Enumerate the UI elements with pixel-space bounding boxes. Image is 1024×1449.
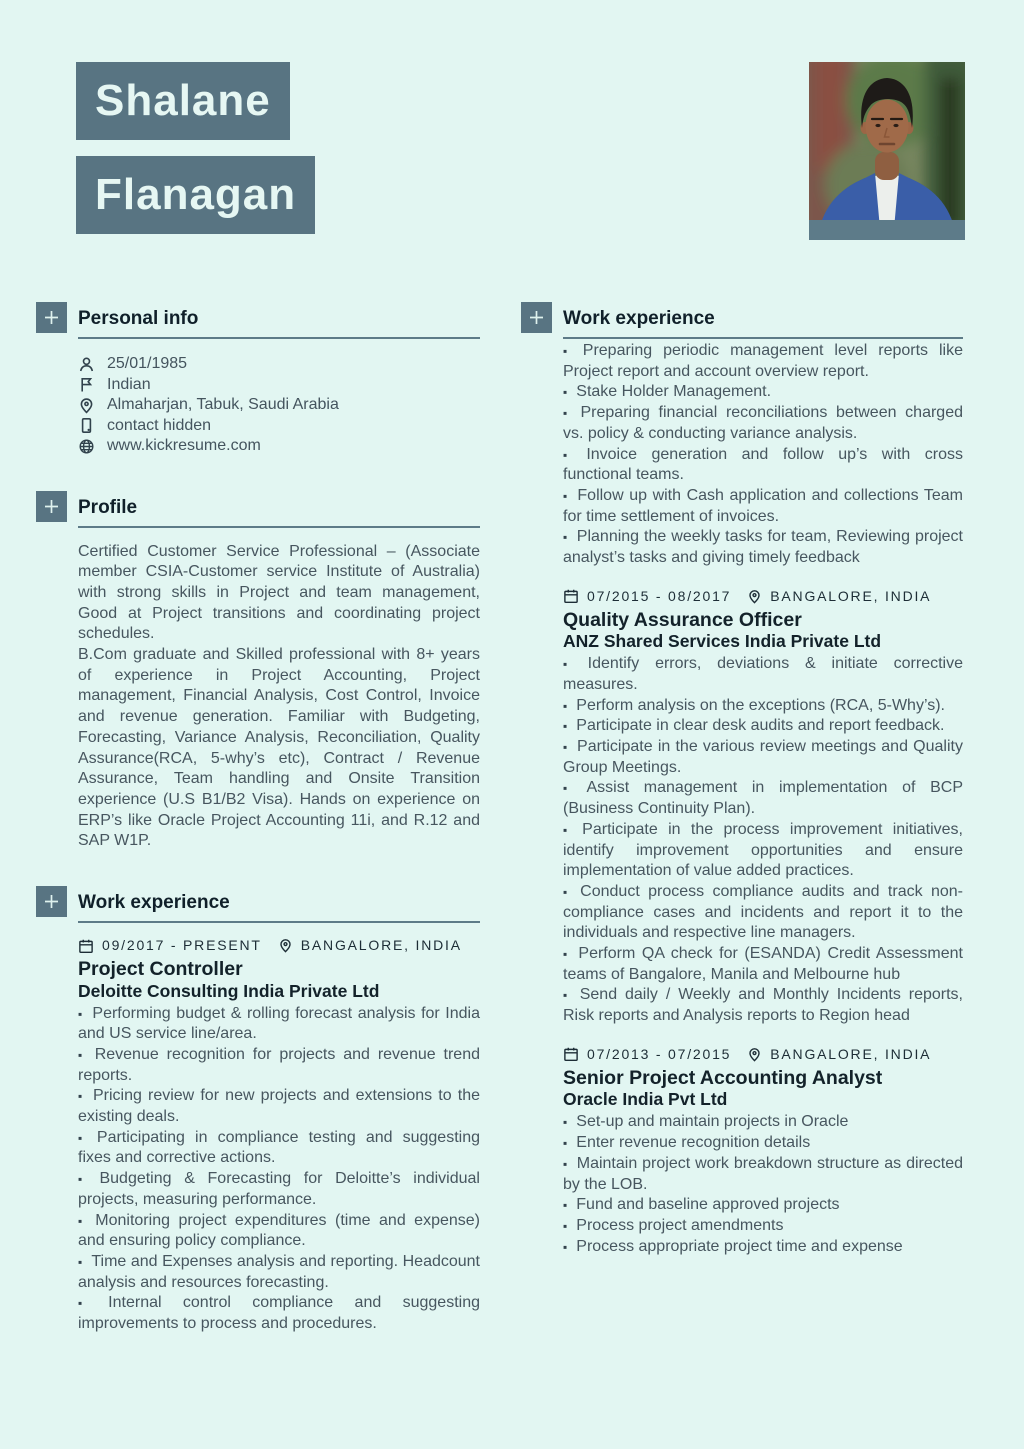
bullet-item: ▪ Participate in clear desk audits and report feedback. (563, 716, 963, 737)
bullet-item: ▪ Monitoring project expenditures (time and expense) and ensuring policy compliance. (78, 1211, 480, 1252)
personal-info-header (78, 306, 480, 339)
section-work-experience-left (78, 890, 480, 1335)
entry-meta (78, 937, 480, 954)
profile-paragraph: B.Com graduate and Skilled professional with 8+ years of experience in Project Accounting, Project management, Financial Analysis, Cost Control, Invoice and revenue generation. Familiar with Budgeting, Forecasting, Variance Analysis, Reconciliation, Quality Assurance(RCA, 5-why’s etc), Contract / Revenue Assurance, Team handling and Onsite Transition experience (U.S B1/B2 Visa). Hands on experience on ERP’s like Oracle Project Accounting 11i, and R.12 and SAP W1P. (78, 646, 480, 850)
bullet-item: ▪ Participating in compliance testing and suggesting fixes and corrective actions. (78, 1128, 480, 1169)
entry-date: 07/2015 - 08/2017 (587, 587, 732, 604)
list-item (78, 436, 480, 457)
bullet-item: ▪ Performing budget & rolling forecast analysis for India and US service line/area. (78, 1004, 480, 1045)
bullet-item: ▪ Perform analysis on the exceptions (RCA, 5-Why’s). (563, 696, 963, 717)
entry-location: BANGALORE, INDIA (770, 587, 932, 604)
bullet-item: ▪ Preparing periodic management level reports like Project report and account overview report. (563, 341, 963, 382)
entry-role: Quality Assurance Officer (563, 608, 802, 631)
bullet-item: ▪ Pricing review for new projects and extensions to the existing deals. (78, 1086, 480, 1127)
bullet-item: ▪ Planning the weekly tasks for team, Reviewing project analyst’s tasks and giving timely feedback (563, 527, 963, 568)
section-profile (78, 495, 480, 853)
entry-role: Senior Project Accounting Analyst (563, 1066, 883, 1089)
entry-role: Project Controller (78, 958, 243, 981)
website-value: www.kickresume.com (107, 437, 261, 455)
entry-bullets-continued (563, 341, 963, 569)
calendar-icon (563, 1046, 579, 1062)
plus-icon (36, 491, 67, 522)
bullet-item: ▪ Internal control compliance and suggesting improvements to process and procedures. (78, 1293, 480, 1334)
user-icon (78, 355, 96, 373)
profile-header (78, 495, 480, 528)
work-entry (563, 588, 963, 1027)
bullet-item: ▪ Set-up and maintain projects in Oracle (563, 1112, 963, 1133)
bullet-item: ▪ Identify errors, deviations & initiate corrective measures. (563, 654, 963, 695)
section-title: Profile (78, 496, 138, 518)
profile-photo-image (809, 62, 965, 240)
entry-bullets (563, 1112, 963, 1257)
bullet-item: ▪ Participate in the process improvement initiatives, identify improvement opportunities and ensure implementation of value added practices. (563, 820, 963, 882)
last-name-text: Flanagan (95, 170, 297, 219)
name-block (76, 62, 315, 250)
first-name (76, 62, 290, 140)
contact-value: contact hidden (107, 416, 212, 434)
flag-icon (78, 376, 96, 394)
bullet-item: ▪ Perform QA check for (ESANDA) Credit Assessment teams of Bangalore, Manila and Melbourne hub (563, 944, 963, 985)
section-personal-info (78, 306, 480, 457)
profile-photo (809, 62, 965, 240)
section-title: Work experience (78, 892, 230, 914)
entry-location: BANGALORE, INDIA (770, 1045, 932, 1062)
entry-meta (563, 588, 963, 605)
list-item (78, 354, 480, 375)
work-entry (563, 1046, 963, 1257)
location-pin-icon (747, 589, 762, 604)
bullet-item: ▪ Enter revenue recognition details (563, 1133, 963, 1154)
entry-company: Oracle India Pvt Ltd (563, 1089, 728, 1110)
address-value: Almaharjan, Tabuk, Saudi Arabia (107, 396, 339, 414)
plus-icon (521, 302, 552, 333)
entry-company: Deloitte Consulting India Private Ltd (78, 980, 380, 1001)
profile-text (78, 542, 480, 853)
bullet-item: ▪ Process appropriate project time and expense (563, 1237, 963, 1258)
phone-icon (78, 417, 96, 435)
nationality-value: Indian (107, 375, 151, 393)
entry-date: 09/2017 - PRESENT (102, 937, 262, 954)
entry-meta (563, 1046, 963, 1063)
work-entry (78, 937, 480, 1335)
bullet-item: ▪ Process project amendments (563, 1216, 963, 1237)
entry-bullets (78, 1004, 480, 1335)
birthdate-value: 25/01/1985 (107, 355, 188, 373)
bullet-item: ▪ Follow up with Cash application and collections Team for time settlement of invoices. (563, 486, 963, 527)
entry-company: ANZ Shared Services India Private Ltd (563, 631, 882, 652)
last-name (76, 156, 315, 234)
bullet-item: ▪ Conduct process compliance audits and track non-compliance cases and incidents and report it to the individuals and respective line managers. (563, 882, 963, 944)
list-item (78, 375, 480, 396)
work-experience-header (563, 306, 963, 339)
bullet-item: ▪ Time and Expenses analysis and reporting. Headcount analysis and resources forecasting. (78, 1252, 480, 1293)
bullet-item: ▪ Assist management in implementation of BCP (Business Continuity Plan). (563, 778, 963, 819)
location-pin-icon (78, 396, 96, 414)
entry-location: BANGALORE, INDIA (300, 937, 462, 954)
globe-icon (78, 437, 96, 455)
work-experience-header (78, 890, 480, 923)
entry-date: 07/2013 - 07/2015 (587, 1045, 732, 1062)
personal-info-list (78, 354, 480, 457)
bullet-item: ▪ Revenue recognition for projects and revenue trend reports. (78, 1045, 480, 1086)
bullet-item: ▪ Fund and baseline approved projects (563, 1195, 963, 1216)
bullet-item: ▪ Maintain project work breakdown structure as directed by the LOB. (563, 1154, 963, 1195)
left-column (78, 306, 480, 1335)
profile-paragraph: Certified Customer Service Professional – (Associate member CSIA-Customer service Institute of Australia) with strong skills in Project and team management, Good at Project transitions and coordinating project schedules. (78, 542, 480, 643)
list-item (78, 395, 480, 416)
location-pin-icon (278, 938, 293, 953)
bullet-item: ▪ Invoice generation and follow up’s with cross functional teams. (563, 445, 963, 486)
section-title: Work experience (563, 308, 715, 329)
bullet-item: ▪ Participate in the various review meetings and Quality Group Meetings. (563, 737, 963, 778)
entry-bullets (563, 654, 963, 1027)
first-name-text: Shalane (95, 76, 271, 125)
calendar-icon (563, 588, 579, 604)
right-column (563, 306, 963, 1257)
bullet-item: ▪ Budgeting & Forecasting for Deloitte’s individual projects, measuring performance. (78, 1169, 480, 1210)
section-title: Personal info (78, 308, 199, 329)
calendar-icon (78, 938, 94, 954)
plus-icon (36, 302, 67, 333)
section-work-experience-right (563, 306, 963, 1257)
plus-icon (36, 886, 67, 917)
bullet-item: ▪ Send daily / Weekly and Monthly Incidents reports, Risk reports and Analysis reports to Region head (563, 985, 963, 1026)
bullet-item: ▪ Preparing financial reconciliations between charged vs. policy & conducting variance analysis. (563, 403, 963, 444)
bullet-item: ▪ Stake Holder Management. (563, 382, 963, 403)
list-item (78, 416, 480, 437)
location-pin-icon (747, 1047, 762, 1062)
